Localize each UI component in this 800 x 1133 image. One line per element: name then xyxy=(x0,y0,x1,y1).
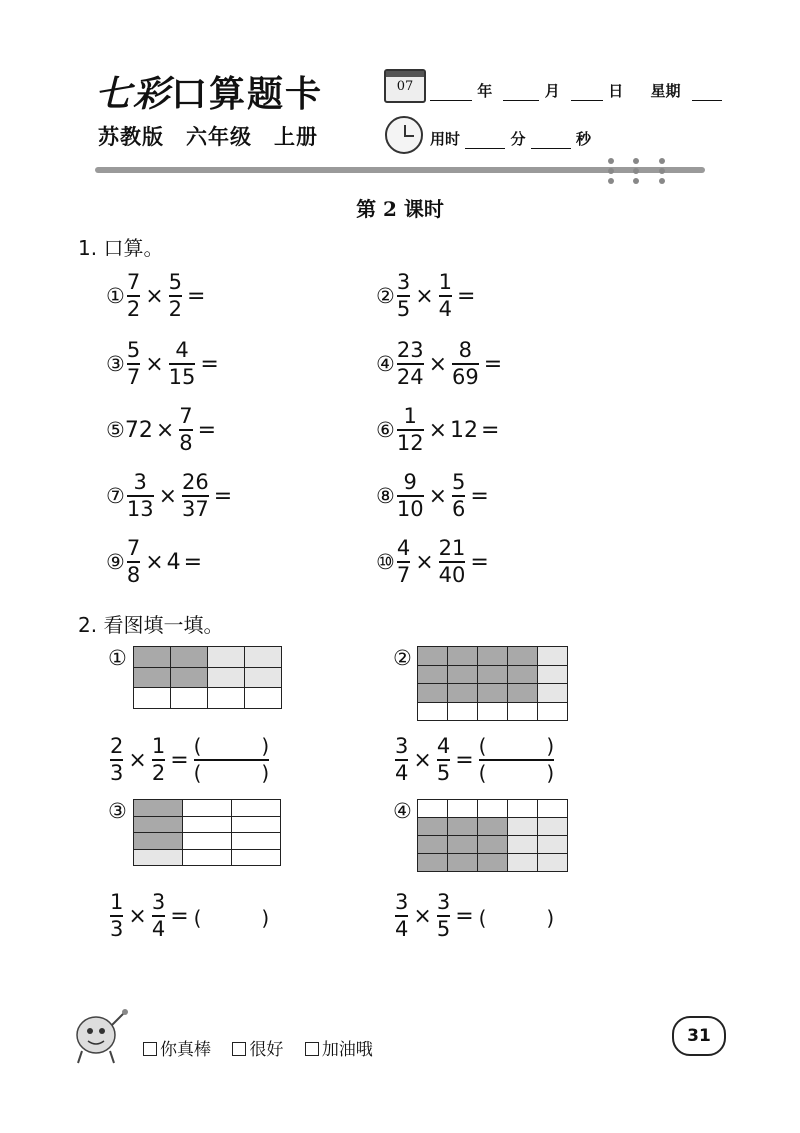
grid-row xyxy=(418,647,568,666)
picture-equation xyxy=(393,730,554,790)
minutes-label: 分 xyxy=(510,130,526,148)
binder-pin xyxy=(633,158,639,184)
times-sign: × xyxy=(155,417,175,443)
calc-problem xyxy=(106,334,262,394)
figure-number: ③ xyxy=(108,799,127,823)
grid-cell xyxy=(245,667,282,688)
operand-a-denominator: 2 xyxy=(126,297,141,321)
operand-a-denominator: 24 xyxy=(396,365,424,389)
problem-number: ⑧ xyxy=(376,484,395,508)
operand-b-numerator: 1 xyxy=(438,269,453,294)
times-sign: × xyxy=(158,483,177,509)
day-blank[interactable] xyxy=(571,86,603,101)
grid-cell xyxy=(208,647,245,668)
times-sign: × xyxy=(145,283,164,309)
answer-blank[interactable] xyxy=(235,484,275,508)
equals-sign: = xyxy=(197,417,217,443)
grid-cell xyxy=(478,854,508,872)
answer-blank[interactable] xyxy=(492,484,532,508)
equals-sign: = xyxy=(170,747,189,773)
operand-b-denominator: 40 xyxy=(438,563,466,587)
operand-a-denominator: 10 xyxy=(396,497,424,521)
operand-b-denominator: 6 xyxy=(452,497,466,521)
operand-a-denominator: 8 xyxy=(126,563,141,587)
operand-b-fraction xyxy=(437,891,450,941)
grid-row xyxy=(418,854,568,872)
minutes-blank[interactable] xyxy=(465,134,505,149)
operand-b-denominator: 15 xyxy=(168,365,196,389)
equals-sign: = xyxy=(455,903,474,929)
operand-a-fraction xyxy=(395,891,408,941)
grid-cell xyxy=(538,702,568,721)
answer-blank[interactable] xyxy=(492,550,532,574)
times-sign: × xyxy=(428,351,447,377)
times-sign: × xyxy=(415,283,434,309)
problem-number: ④ xyxy=(376,352,395,376)
rating-label-good: 很好 xyxy=(249,1040,284,1060)
binder-pin xyxy=(659,158,665,184)
grid-cell xyxy=(448,684,478,703)
equals-sign: = xyxy=(483,351,503,377)
grid-cell xyxy=(538,800,568,818)
binder-pin xyxy=(608,158,614,184)
operand-a-denominator: 12 xyxy=(396,431,424,455)
grid-cell xyxy=(208,688,245,709)
operand-b-numerator: 7 xyxy=(179,403,193,428)
times-sign: × xyxy=(413,903,432,929)
answer-denominator-blank[interactable]: ( ) xyxy=(478,761,555,785)
equals-sign: = xyxy=(470,483,489,509)
grid-cell xyxy=(538,836,568,854)
operand-a-numerator: 3 xyxy=(395,733,409,758)
rating-checkbox-good[interactable] xyxy=(232,1042,246,1056)
grid-cell xyxy=(508,836,538,854)
edition-label: 苏教版 六年级 上册 xyxy=(98,125,318,149)
operand-a-numerator: 3 xyxy=(395,889,409,914)
figure-number: ① xyxy=(108,646,127,670)
operand-a-whole: 72 xyxy=(124,417,153,443)
brand-title xyxy=(95,66,323,117)
grid-cell xyxy=(478,702,508,721)
section2-heading: 2. 看图填一填。 xyxy=(78,613,224,637)
answer-blank[interactable] xyxy=(505,352,545,376)
calc-problem xyxy=(106,400,259,460)
answer-numerator-blank[interactable]: ( ) xyxy=(478,734,555,758)
grid-cell xyxy=(538,684,568,703)
calc-problem xyxy=(106,532,245,592)
grid-cell xyxy=(448,800,478,818)
time-fill-line xyxy=(430,128,591,149)
operand-a-denominator: 7 xyxy=(396,563,411,587)
picture-equation xyxy=(108,730,269,790)
rating-label-great: 你真棒 xyxy=(160,1040,211,1060)
operand-a-numerator: 4 xyxy=(396,535,411,560)
grid-row xyxy=(418,800,568,818)
grid-cell xyxy=(183,816,232,833)
operand-a-fraction xyxy=(127,339,140,389)
calendar-day: 07 xyxy=(396,79,414,94)
grid-cell xyxy=(448,647,478,666)
shaded-grid xyxy=(133,646,282,709)
operand-a-numerator: 7 xyxy=(126,269,141,294)
date-fill-line xyxy=(430,80,722,101)
grid-cell xyxy=(232,800,281,817)
grid-cell xyxy=(183,849,232,866)
operand-a-fraction xyxy=(110,735,123,785)
operand-b-fraction xyxy=(182,471,209,521)
figure-number: ② xyxy=(393,646,412,670)
operand-b-fraction xyxy=(437,735,450,785)
calc-problem xyxy=(376,466,532,526)
grid-cell xyxy=(418,647,448,666)
grid-cell xyxy=(232,816,281,833)
operand-b-numerator: 26 xyxy=(182,469,209,494)
operand-a-numerator: 7 xyxy=(126,535,141,560)
times-sign: × xyxy=(428,417,447,443)
weekday-label: 星期 xyxy=(650,82,681,100)
operand-a-fraction xyxy=(397,471,424,521)
year-blank[interactable] xyxy=(430,86,472,101)
grid-cell xyxy=(232,833,281,850)
rating-checkbox-keep-going[interactable] xyxy=(305,1042,319,1056)
operand-a-fraction xyxy=(397,339,424,389)
calc-problem xyxy=(106,466,275,526)
operand-a-numerator: 1 xyxy=(110,889,124,914)
grid-cell xyxy=(448,665,478,684)
problem-number: ② xyxy=(376,284,395,308)
operand-b-numerator: 4 xyxy=(436,733,451,758)
equals-sign: = xyxy=(213,483,233,509)
grid-cell xyxy=(478,684,508,703)
rating-checkbox-great[interactable] xyxy=(143,1042,157,1056)
operand-a-numerator: 2 xyxy=(110,733,124,758)
grid-cell xyxy=(478,800,508,818)
calc-problem xyxy=(376,266,518,326)
calc-problem xyxy=(376,400,542,460)
grid-row xyxy=(418,702,568,721)
answer-numerator-blank[interactable]: ( ) xyxy=(193,734,270,758)
times-sign: × xyxy=(428,483,447,509)
answer-blank[interactable]: ( ) xyxy=(478,905,555,930)
operand-b-denominator: 37 xyxy=(182,497,209,521)
shaded-grid xyxy=(417,646,568,721)
grid-row xyxy=(134,833,281,850)
grid-cell xyxy=(134,849,183,866)
equals-sign: = xyxy=(470,549,489,575)
operand-a-numerator: 5 xyxy=(126,337,141,362)
operand-b-fraction xyxy=(169,339,196,389)
grid-cell xyxy=(508,702,538,721)
equals-sign: = xyxy=(187,283,206,309)
figure-number: ④ xyxy=(393,799,412,823)
grid-cell xyxy=(448,854,478,872)
grid-row xyxy=(418,818,568,836)
grid-row xyxy=(134,849,281,866)
month-label: 月 xyxy=(544,82,560,100)
grid-cell xyxy=(418,665,448,684)
grid-cell xyxy=(134,667,171,688)
grid-cell xyxy=(134,688,171,709)
operand-a-fraction xyxy=(127,271,140,321)
operand-a-fraction xyxy=(397,271,410,321)
operand-a-denominator: 7 xyxy=(126,365,141,389)
calc-problem xyxy=(376,334,545,394)
grid-cell xyxy=(418,836,448,854)
operand-a-numerator: 23 xyxy=(396,337,424,362)
mascot-image xyxy=(72,1005,132,1067)
grid-cell xyxy=(508,854,538,872)
grid-cell xyxy=(538,665,568,684)
operand-a-denominator: 5 xyxy=(396,297,411,321)
shaded-grid xyxy=(133,799,281,866)
operand-b-numerator: 3 xyxy=(151,889,166,914)
grid-cell xyxy=(134,833,183,850)
operand-b-numerator: 5 xyxy=(452,469,466,494)
rating-options xyxy=(143,1035,389,1060)
grid-cell xyxy=(508,647,538,666)
clock-icon xyxy=(385,116,423,154)
times-sign: × xyxy=(415,549,434,575)
grid-row xyxy=(134,647,282,668)
grid-cell xyxy=(508,665,538,684)
grid-cell xyxy=(538,647,568,666)
operand-b-numerator: 8 xyxy=(458,337,473,362)
grid-row xyxy=(134,688,282,709)
operand-b-whole: 4 xyxy=(166,549,181,575)
grid-cell xyxy=(183,800,232,817)
grid-cell xyxy=(418,684,448,703)
brand-prefix: 七彩 xyxy=(95,73,172,115)
grid-cell xyxy=(538,818,568,836)
problem-number: ① xyxy=(106,284,125,308)
operand-a-fraction xyxy=(397,405,424,455)
operand-b-fraction xyxy=(169,271,182,321)
grid-cell xyxy=(478,836,508,854)
operand-a-denominator: 3 xyxy=(110,917,124,941)
operand-b-fraction xyxy=(452,339,479,389)
operand-a-denominator: 3 xyxy=(110,761,124,785)
operand-b-fraction xyxy=(179,405,192,455)
times-sign: × xyxy=(145,549,164,575)
operand-b-denominator: 69 xyxy=(452,365,479,389)
answer-blank[interactable] xyxy=(219,418,259,442)
operand-a-fraction xyxy=(127,471,154,521)
operand-a-numerator: 9 xyxy=(403,469,417,494)
equals-sign: = xyxy=(455,747,474,773)
problem-number: ③ xyxy=(106,352,125,376)
month-blank[interactable] xyxy=(503,86,539,101)
grid-cell xyxy=(478,818,508,836)
answer-blank[interactable] xyxy=(205,550,245,574)
answer-fraction-blank[interactable] xyxy=(194,735,270,785)
grid-cell xyxy=(448,702,478,721)
operand-b-denominator: 8 xyxy=(179,431,193,455)
grid-row xyxy=(134,800,281,817)
answer-blank[interactable]: ( ) xyxy=(193,905,270,930)
equals-sign: = xyxy=(200,351,219,377)
operand-b-numerator: 1 xyxy=(151,733,166,758)
operand-b-fraction xyxy=(152,891,165,941)
operand-b-whole: 12 xyxy=(450,417,478,443)
year-label: 年 xyxy=(477,82,493,100)
grid-row xyxy=(134,667,282,688)
section1-heading: 1. 口算。 xyxy=(78,236,164,260)
times-sign: × xyxy=(128,747,147,773)
operand-a-denominator: 4 xyxy=(395,761,409,785)
answer-denominator-blank[interactable]: ( ) xyxy=(193,761,270,785)
calendar-icon xyxy=(384,69,426,103)
operand-b-denominator: 4 xyxy=(438,297,453,321)
grid-cell xyxy=(418,854,448,872)
grid-row xyxy=(418,684,568,703)
problem-number: ⑦ xyxy=(106,484,125,508)
weekday-blank[interactable] xyxy=(692,86,722,101)
equals-sign: = xyxy=(183,549,203,575)
day-label: 日 xyxy=(608,82,624,100)
grid-cell xyxy=(508,818,538,836)
grid-cell xyxy=(171,688,208,709)
grid-cell xyxy=(134,647,171,668)
equals-sign: = xyxy=(457,283,476,309)
operand-b-fraction xyxy=(439,537,466,587)
operand-a-numerator: 3 xyxy=(396,269,411,294)
operand-b-numerator: 4 xyxy=(175,337,189,362)
grid-cell xyxy=(448,836,478,854)
operand-a-fraction xyxy=(110,891,123,941)
operand-b-numerator: 3 xyxy=(436,889,451,914)
calc-problem xyxy=(376,532,532,592)
times-sign: × xyxy=(413,747,432,773)
grid-cell xyxy=(478,647,508,666)
page-number: 31 xyxy=(672,1016,726,1056)
operand-b-denominator: 2 xyxy=(168,297,183,321)
seconds-blank[interactable] xyxy=(531,134,571,149)
operand-a-numerator: 3 xyxy=(133,469,147,494)
grid-row xyxy=(418,665,568,684)
problem-number: ⑨ xyxy=(106,550,125,574)
operand-a-fraction xyxy=(127,537,140,587)
times-sign: × xyxy=(128,903,147,929)
operand-b-fraction xyxy=(452,471,465,521)
picture-equation xyxy=(393,886,554,946)
grid-cell xyxy=(245,647,282,668)
answer-blank[interactable] xyxy=(478,284,518,308)
time-label: 用时 xyxy=(430,130,461,148)
equals-sign: = xyxy=(481,417,500,443)
grid-cell xyxy=(418,800,448,818)
grid-cell xyxy=(508,684,538,703)
operand-b-numerator: 5 xyxy=(168,269,183,294)
answer-blank[interactable] xyxy=(208,284,248,308)
answer-blank[interactable] xyxy=(222,352,262,376)
grid-cell xyxy=(508,800,538,818)
grid-cell xyxy=(171,647,208,668)
answer-fraction-blank[interactable] xyxy=(479,735,555,785)
operand-a-fraction xyxy=(397,537,410,587)
grid-cell xyxy=(418,818,448,836)
operand-b-denominator: 5 xyxy=(436,917,451,941)
problem-number: ⑤ xyxy=(106,418,125,442)
operand-b-fraction xyxy=(152,735,165,785)
operand-a-denominator: 13 xyxy=(126,497,154,521)
answer-blank[interactable] xyxy=(502,418,542,442)
operand-b-denominator: 2 xyxy=(151,761,166,785)
seconds-label: 秒 xyxy=(575,130,591,148)
operand-b-denominator: 5 xyxy=(436,761,451,785)
grid-cell xyxy=(134,816,183,833)
operand-b-fraction xyxy=(439,271,452,321)
operand-a-numerator: 1 xyxy=(403,403,417,428)
operand-b-denominator: 4 xyxy=(151,917,166,941)
times-sign: × xyxy=(145,351,164,377)
grid-cell xyxy=(418,702,448,721)
problem-number: ⑩ xyxy=(376,550,395,574)
rating-label-keep-going: 加油哦 xyxy=(321,1040,373,1060)
problem-number: ⑥ xyxy=(376,418,395,442)
picture-equation xyxy=(108,886,269,946)
grid-cell xyxy=(183,833,232,850)
calc-problem xyxy=(106,266,248,326)
operand-a-denominator: 4 xyxy=(395,917,409,941)
grid-cell xyxy=(245,688,282,709)
grid-cell xyxy=(208,667,245,688)
grid-cell xyxy=(478,665,508,684)
grid-row xyxy=(418,836,568,854)
grid-cell xyxy=(538,854,568,872)
operand-a-fraction xyxy=(395,735,408,785)
grid-row xyxy=(134,816,281,833)
lesson-title: 第 2 课时 xyxy=(356,197,444,221)
shaded-grid xyxy=(417,799,568,872)
equals-sign: = xyxy=(170,903,189,929)
operand-b-numerator: 21 xyxy=(438,535,466,560)
brand-main: 口算题卡 xyxy=(171,73,324,115)
grid-cell xyxy=(134,800,183,817)
grid-cell xyxy=(448,818,478,836)
grid-cell xyxy=(171,667,208,688)
grid-cell xyxy=(232,849,281,866)
